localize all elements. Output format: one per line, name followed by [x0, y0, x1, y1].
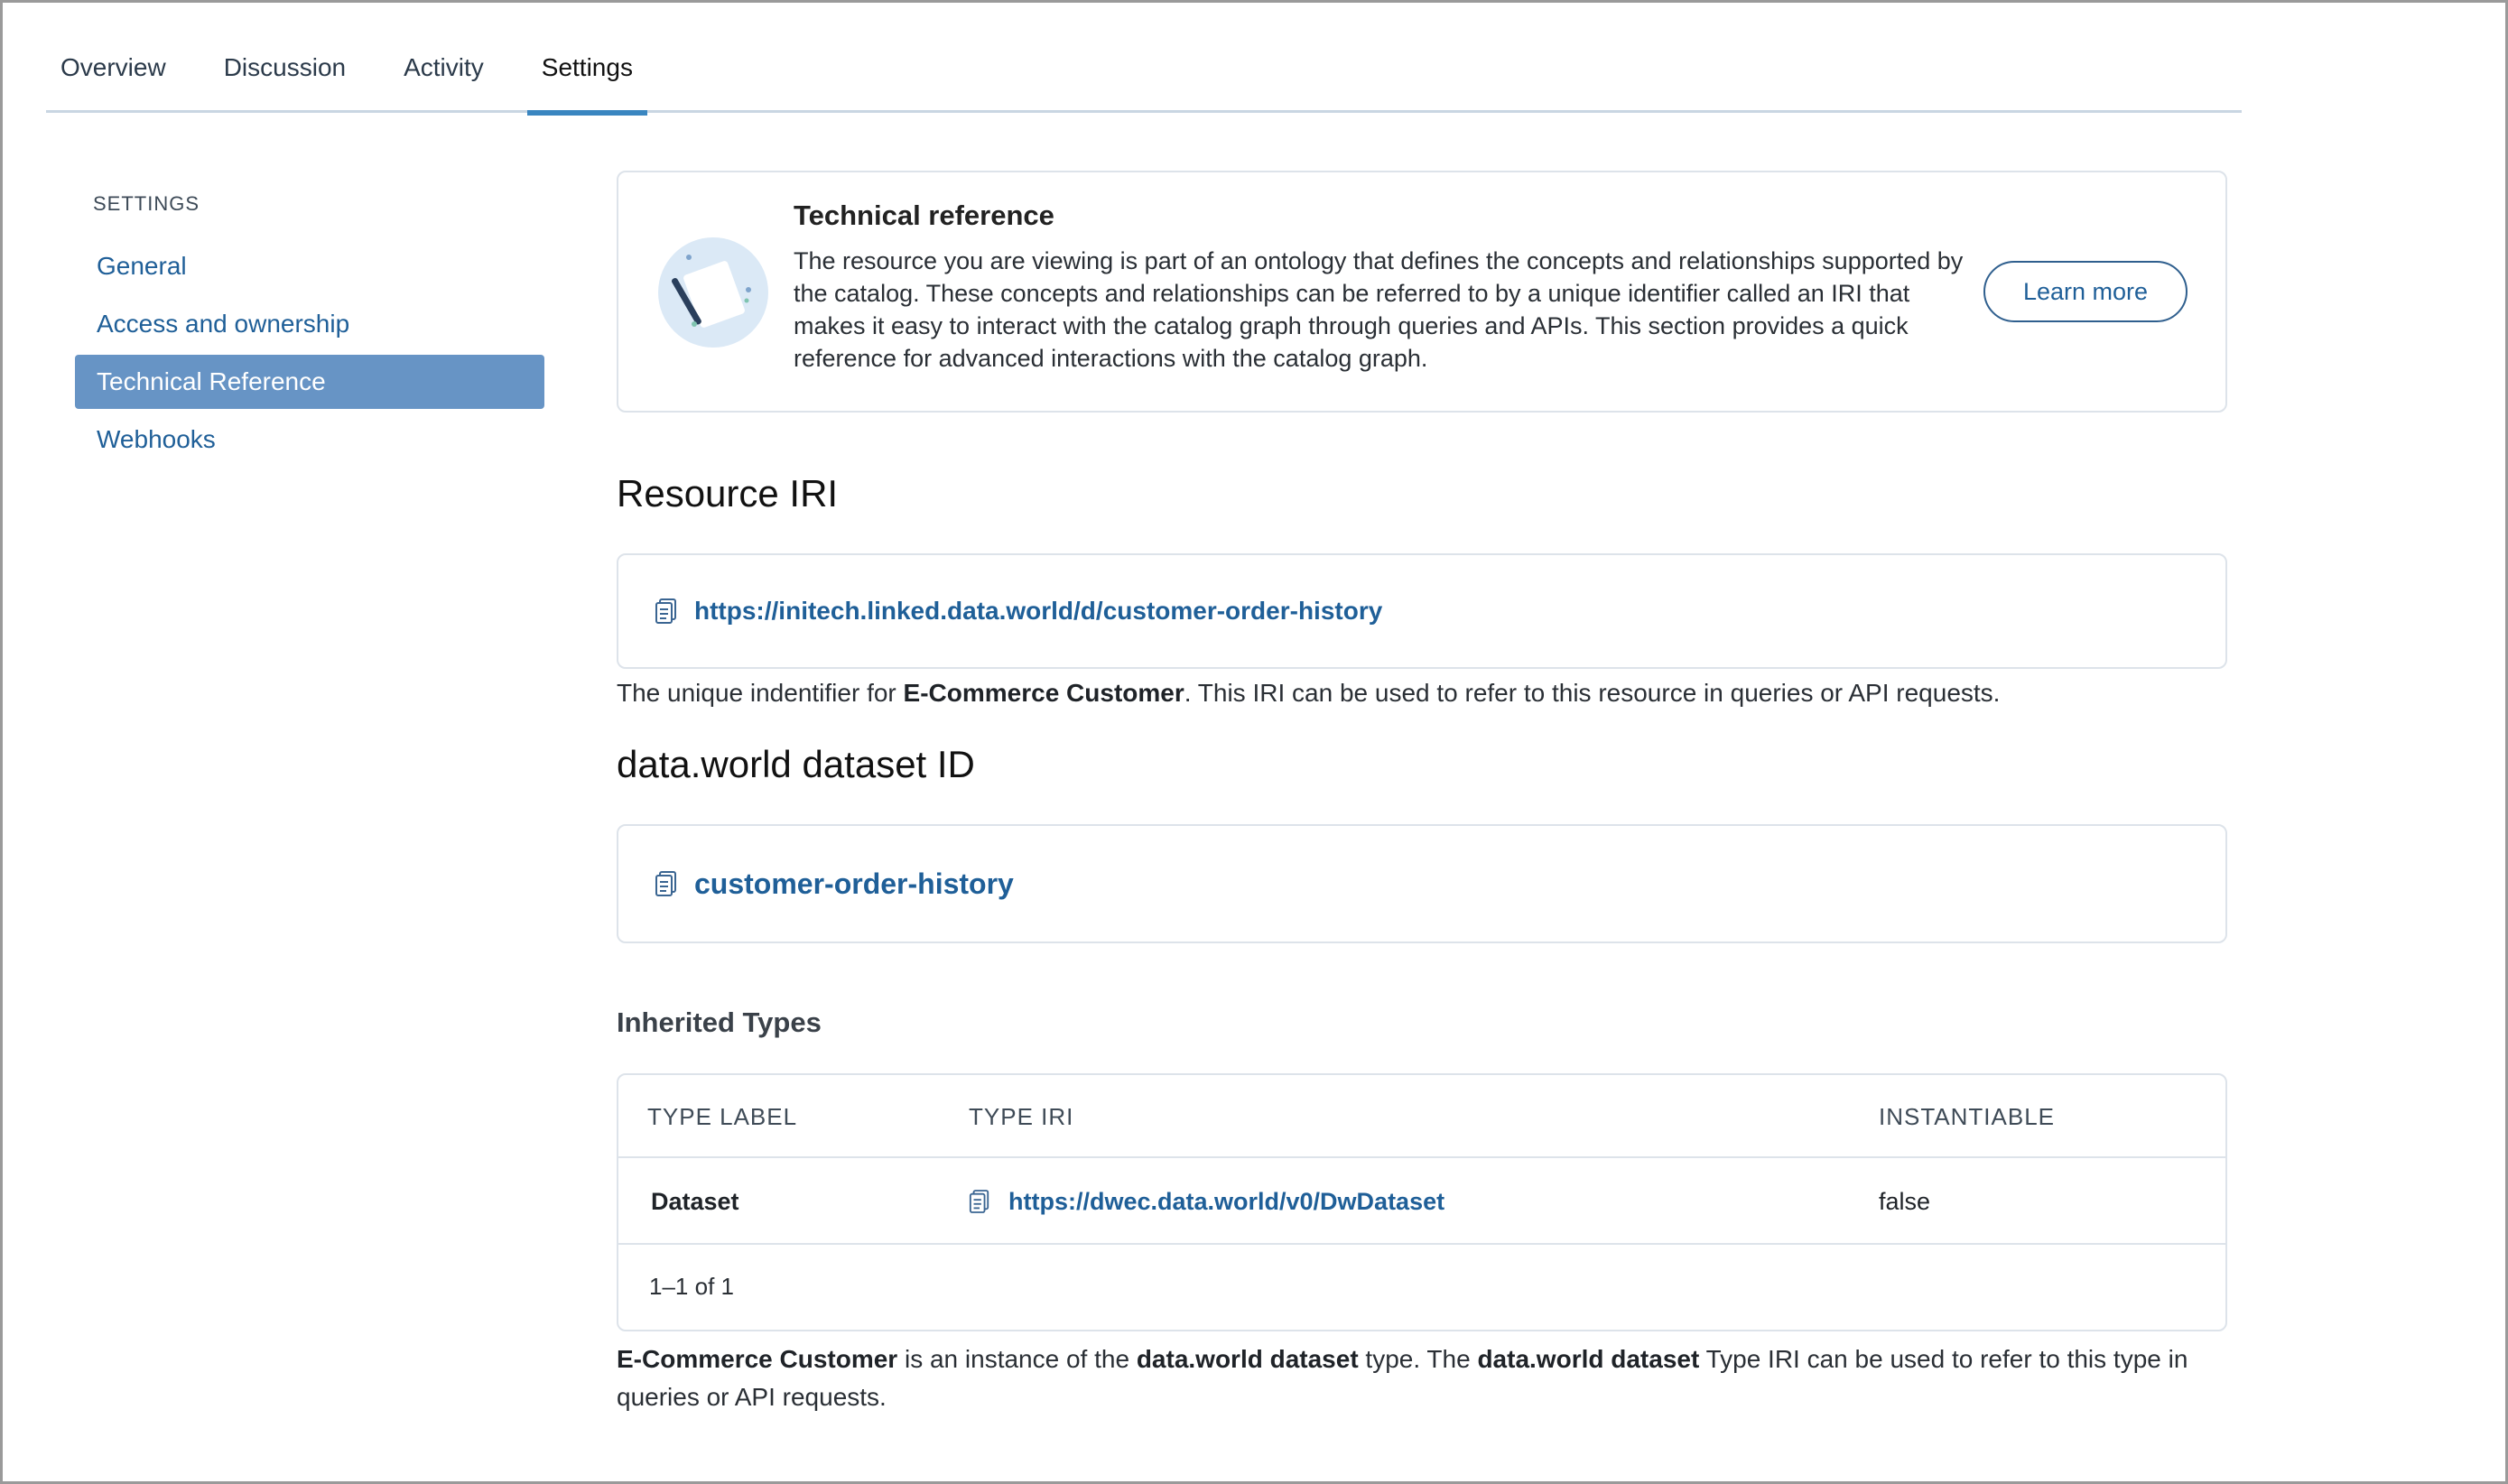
tab-settings[interactable]: Settings	[527, 39, 647, 113]
instantiable-cell: false	[1879, 1187, 1931, 1215]
inherited-types-heading: Inherited Types	[617, 1006, 822, 1038]
main-content	[617, 171, 2227, 1411]
sidebar-item-general[interactable]: General	[97, 252, 187, 280]
notebook-pencil-icon	[658, 237, 768, 348]
dataset-id-heading: data.world dataset ID	[617, 743, 975, 785]
settings-sidebar	[75, 192, 544, 470]
inherited-types-table	[617, 1073, 2227, 1331]
inherited-types-description: E-Commerce Customer is an instance of the data.world dataset type. The data.world dataset Type IRI can be used to refer to this type in queries or API requests.	[617, 1345, 2188, 1411]
technical-reference-title: Technical reference	[794, 199, 1054, 231]
type-iri-cell	[969, 1158, 1444, 1245]
column-header-type-iri[interactable]: TYPE IRI	[969, 1103, 1074, 1130]
tab-bar	[46, 39, 2242, 113]
dataset-id-link[interactable]: customer-order-history	[694, 867, 1014, 900]
pagination-info: 1–1 of 1	[649, 1273, 734, 1300]
copy-icon[interactable]	[969, 1189, 990, 1214]
technical-reference-text: The resource you are viewing is part of an ontology that defines the concepts and relationships supported by the catalog. These concepts and relationships can be referred to by a unique identifier called an IRI that makes it easy to interact with the catalog graph through queries and APIs. This section provides a quick reference for advanced interactions with the catalog graph.	[794, 247, 1964, 372]
column-header-instantiable[interactable]: INSTANTIABLE	[1879, 1103, 2056, 1130]
column-header-type-label[interactable]: TYPE LABEL	[647, 1103, 798, 1130]
tab-discussion[interactable]: Discussion	[223, 53, 347, 81]
technical-reference-card	[617, 171, 2227, 413]
sidebar-item-technical-reference[interactable]: Technical Reference	[75, 355, 544, 409]
sidebar-item-webhooks[interactable]: Webhooks	[97, 425, 216, 453]
copy-icon[interactable]	[655, 598, 678, 625]
type-iri-link[interactable]: https://dwec.data.world/v0/DwDataset	[1008, 1187, 1445, 1215]
learn-more-button[interactable]: Learn more	[1983, 261, 2188, 322]
resource-iri-link[interactable]: https://initech.linked.data.world/d/customer-order-history	[694, 597, 1383, 625]
resource-iri-heading: Resource IRI	[617, 472, 839, 515]
table-header	[618, 1075, 2225, 1158]
sidebar-item-access-and-ownership[interactable]: Access and ownership	[97, 310, 350, 338]
tab-overview[interactable]: Overview	[60, 53, 166, 81]
tab-activity[interactable]: Activity	[404, 53, 484, 81]
resource-iri-box	[617, 553, 2227, 669]
dataset-id-box	[617, 824, 2227, 943]
sidebar-heading: SETTINGS	[93, 192, 200, 215]
copy-icon[interactable]	[655, 870, 678, 897]
resource-iri-description: The unique indentifier for E-Commerce Customer. This IRI can be used to refer to this resource in queries or API requests.	[617, 679, 2001, 707]
table-row	[618, 1158, 2225, 1245]
type-label-cell: Dataset	[651, 1187, 739, 1215]
